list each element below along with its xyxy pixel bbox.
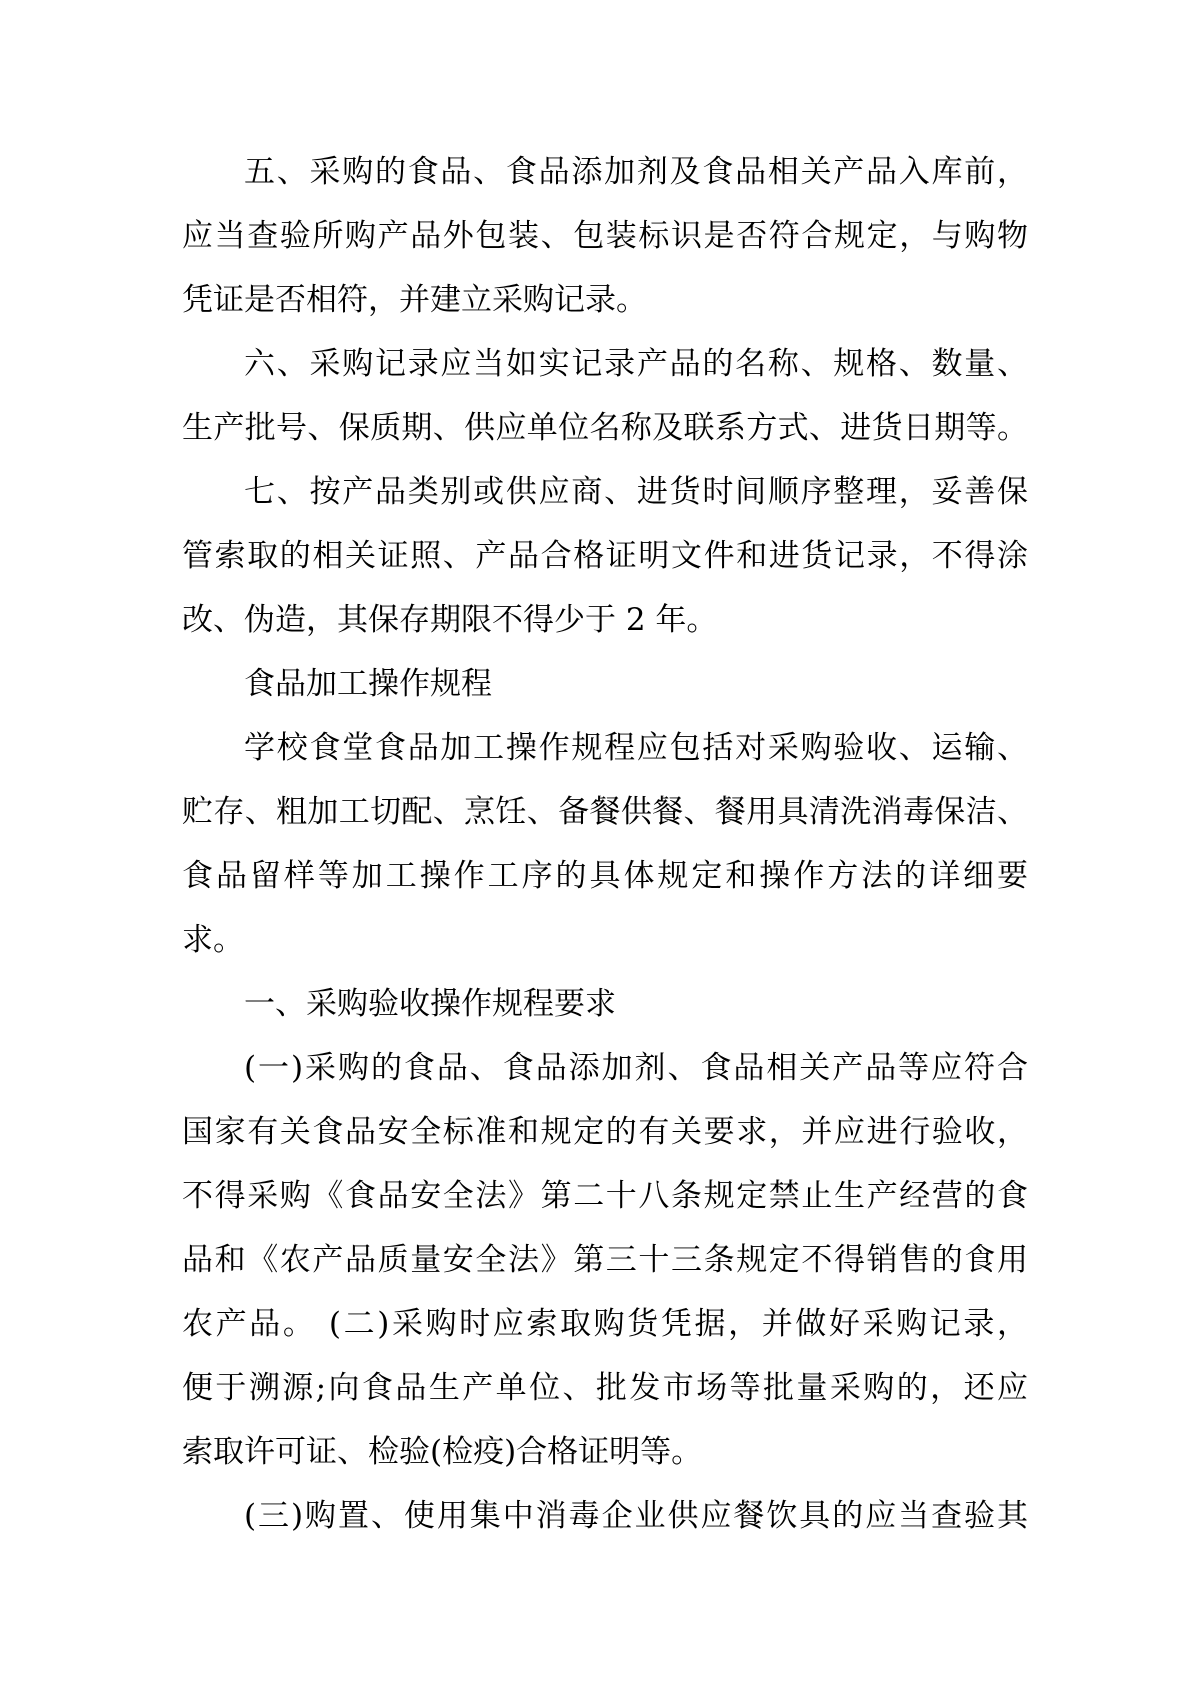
text-line: 求。 <box>182 922 244 958</box>
text-line: 七、按产品类别或供应商、进货时间顺序整理，妥善保 <box>244 474 1028 510</box>
subsection-heading <box>182 972 1028 1036</box>
paragraph-five <box>182 140 1028 332</box>
text-line: 六、采购记录应当如实记录产品的名称、规格、数量、 <box>244 346 1028 382</box>
paragraph-intro <box>182 716 1028 972</box>
text-line: 索取许可证、检验(检疫)合格证明等。 <box>182 1434 703 1470</box>
paragraph-six <box>182 332 1028 460</box>
text-line: 生产批号、保质期、供应单位名称及联系方式、进货日期等。 <box>182 410 1028 446</box>
text-line: (一)采购的食品、食品添加剂、食品相关产品等应符合 <box>244 1050 1028 1086</box>
text-line: 五、采购的食品、食品添加剂及食品相关产品入库前， <box>244 154 1028 190</box>
text-line: 贮存、粗加工切配、烹饪、备餐供餐、餐用具清洗消毒保洁、 <box>182 794 1028 830</box>
text-line: 学校食堂食品加工操作规程应包括对采购验收、运输、 <box>244 730 1028 766</box>
heading-line: 一、采购验收操作规程要求 <box>244 986 616 1022</box>
text-line: 农产品。 (二)采购时应索取购货凭据，并做好采购记录， <box>182 1306 1028 1342</box>
text-line: 应当查验所购产品外包装、包装标识是否符合规定，与购物 <box>182 218 1028 254</box>
text-line: 管索取的相关证照、产品合格证明文件和进货记录，不得涂 <box>182 538 1028 574</box>
text-line: 凭证是否相符，并建立采购记录。 <box>182 282 647 318</box>
heading-line: 食品加工操作规程 <box>244 666 492 702</box>
text-line: 便于溯源;向食品生产单位、批发市场等批量采购的，还应 <box>182 1370 1028 1406</box>
text-line: 食品留样等加工操作工序的具体规定和操作方法的详细要 <box>182 858 1028 894</box>
text-line: 品和《农产品质量安全法》第三十三条规定不得销售的食用 <box>182 1242 1028 1278</box>
text-line: (三)购置、使用集中消毒企业供应餐饮具的应当查验其 <box>244 1498 1028 1534</box>
text-line: 不得采购《食品安全法》第二十八条规定禁止生产经营的食 <box>182 1178 1028 1214</box>
paragraph-item-one <box>182 1036 1028 1484</box>
document-body <box>182 140 1028 1548</box>
text-line: 改、伪造，其保存期限不得少于 2 年。 <box>182 602 718 638</box>
paragraph-item-three <box>182 1484 1028 1548</box>
paragraph-seven <box>182 460 1028 652</box>
section-heading <box>182 652 1028 716</box>
text-line: 国家有关食品安全标准和规定的有关要求，并应进行验收， <box>182 1114 1028 1150</box>
